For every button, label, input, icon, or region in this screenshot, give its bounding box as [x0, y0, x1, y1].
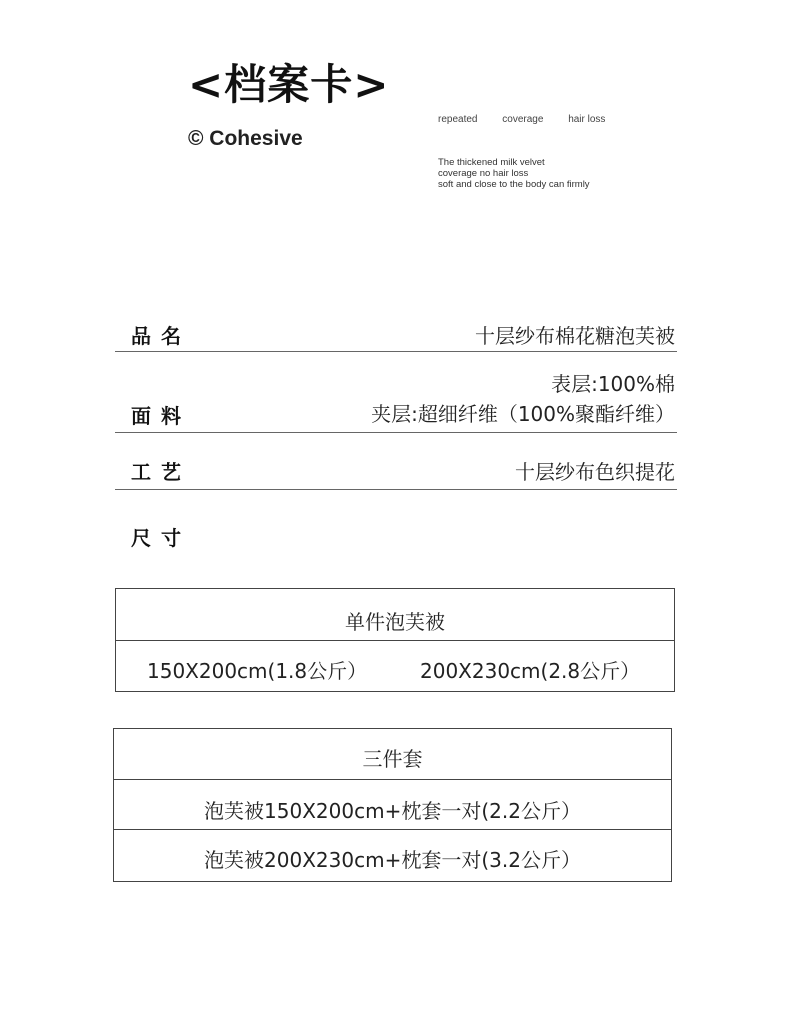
three-piece-set-table: [113, 728, 672, 882]
single-quilt-header: 单件泡芙被: [345, 610, 445, 634]
divider: [115, 489, 677, 490]
table-divider: [116, 640, 674, 641]
tag-repeated: repeated: [438, 114, 478, 125]
card-title: <档案卡>: [188, 60, 390, 109]
tag-coverage: coverage: [502, 114, 544, 125]
product-description: [438, 157, 590, 190]
spec-label-name: 品名: [131, 324, 191, 348]
description-line: soft and close to the body can firmly: [438, 179, 590, 190]
table-divider: [114, 779, 671, 780]
spec-value-craft: 十层纱布色织提花: [515, 460, 675, 484]
description-line: coverage no hair loss: [438, 168, 529, 179]
divider: [115, 432, 677, 433]
single-quilt-option: 200X230cm(2.8公斤）: [420, 659, 641, 683]
spec-value-name: 十层纱布棉花糖泡芙被: [475, 324, 675, 348]
spec-row-size: [115, 522, 675, 552]
brand-logo-text: © Cohesive: [188, 127, 303, 150]
set-row: 泡芙被200X230cm+枕套一对(3.2公斤）: [204, 848, 581, 872]
spec-row-fabric: [115, 368, 675, 428]
spec-row-name: [115, 320, 675, 350]
tag-hair-loss: hair loss: [568, 114, 606, 125]
spec-label-fabric: 面料: [131, 404, 191, 428]
spec-row-craft: [115, 456, 675, 486]
feature-tags: [438, 114, 627, 125]
single-quilt-table: [115, 588, 675, 692]
set-header: 三件套: [362, 747, 423, 771]
table-divider: [114, 829, 671, 830]
divider: [115, 351, 677, 352]
set-row: 泡芙被150X200cm+枕套一对(2.2公斤）: [204, 799, 581, 823]
spec-value-fabric-inner: 夹层:超细纤维（100%聚酯纤维）: [371, 402, 675, 426]
spec-label-size: 尺寸: [131, 526, 191, 550]
spec-value-fabric-outer: 表层:100%棉: [551, 372, 675, 396]
description-line: The thickened milk velvet: [438, 157, 545, 168]
spec-label-craft: 工艺: [131, 460, 191, 484]
single-quilt-option: 150X200cm(1.8公斤）: [147, 659, 368, 683]
